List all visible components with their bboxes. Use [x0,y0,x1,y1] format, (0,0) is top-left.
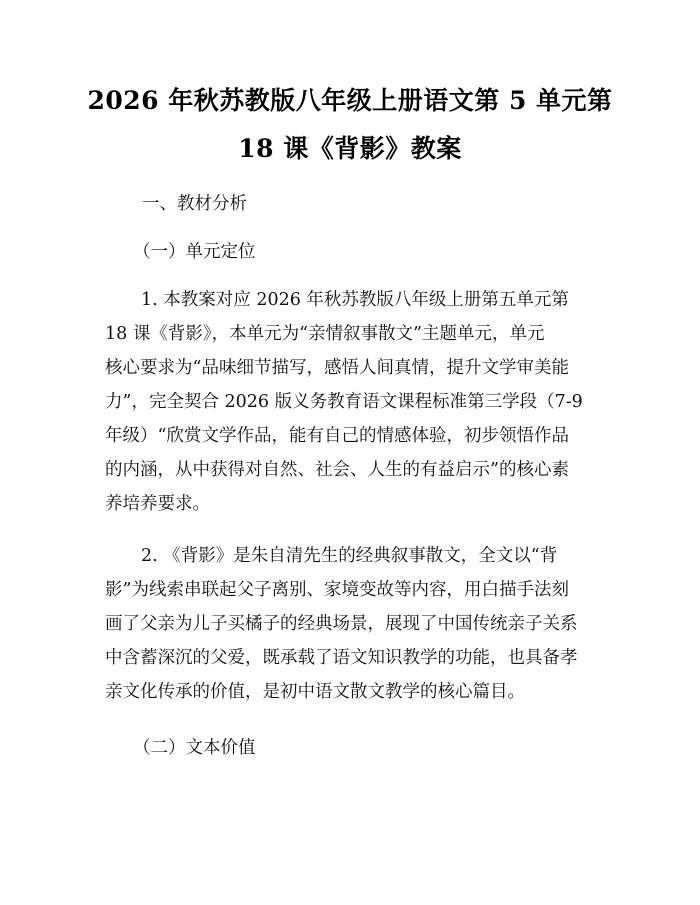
paragraph-2-line: 画了父亲为儿子买橘子的经典场景，展现了中国传统亲子关系 [105,614,578,634]
paragraph-1-line: 年级）“欣赏文学作品，能有自己的情感体验，初步领悟作品 [105,426,569,446]
paragraph-1-line: 养培养要求。 [105,494,210,514]
paragraph-1 [105,283,605,521]
paragraph-1-line: 核心要求为“品味细节描写，感悟人间真情，提升文学审美能 [105,358,569,378]
paragraph-1-line: 1. 本教案对应 2026 年秋苏教版八年级上册第五单元第 [141,290,569,310]
paragraph-2-line: 亲文化传承的价值，是初中语文散文教学的核心篇目。 [105,682,525,702]
paragraph-2-line: 中含蓄深沉的父爱，既承载了语文知识教学的功能，也具备孝 [105,648,578,668]
paragraph-2-line: 影”为线索串联起父子离别、家境变故等内容，用白描手法刻 [105,580,569,600]
paragraph-1-line: 18 课《背影》，本单元为“亲情叙事散文”主题单元，单元 [105,324,545,344]
paragraph-1-line: 力”，完全契合 2026 版义务教育语文课程标准第三学段（7-9 [105,392,583,412]
subsection-heading-text-value: （二）文本价值 [133,738,256,758]
subsection-heading-unit-positioning: （一）单元定位 [133,242,256,262]
paragraph-2 [105,539,605,709]
section-heading-teaching-material-analysis: 一、教材分析 [142,194,247,214]
document-title-line-1: 2026 年秋苏教版八年级上册语文第 5 单元第 [87,86,613,115]
paragraph-2-line: 2. 《背影》是朱自清先生的经典叙事散文，全文以“背 [141,546,558,566]
paragraph-1-line: 的内涵，从中获得对自然、社会、人生的有益启示”的核心素 [105,460,569,480]
document-title-line-2: 18 课《背影》教案 [238,134,462,163]
